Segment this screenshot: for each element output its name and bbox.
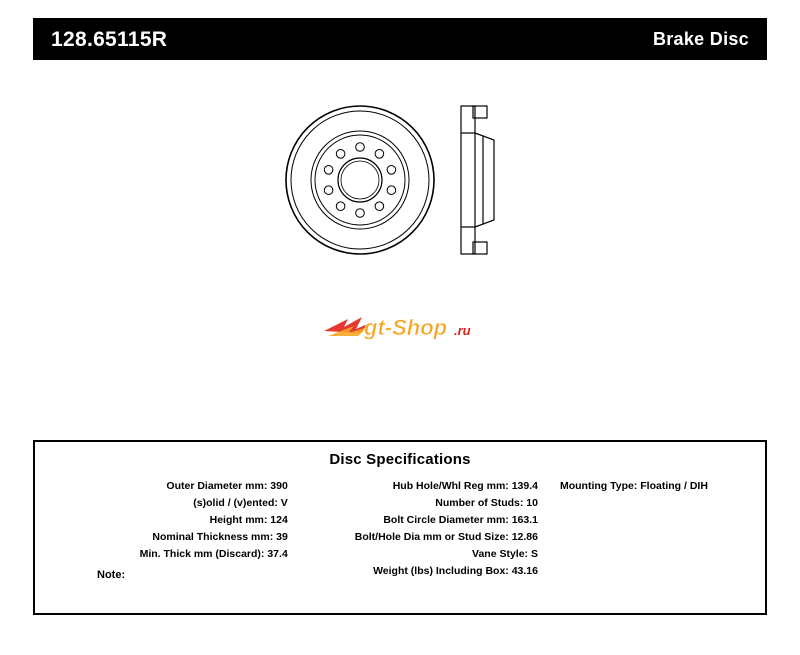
spec-row: Vane Style: S bbox=[472, 548, 538, 560]
watermark-text bbox=[363, 315, 471, 340]
spec-row: Bolt/Hole Dia mm or Stud Size: 12.86 bbox=[354, 531, 538, 543]
technical-drawing bbox=[270, 95, 550, 275]
spec-column-middle bbox=[298, 478, 546, 580]
product-type: Brake Disc bbox=[652, 29, 749, 49]
spec-row: Nominal Thickness mm: 39 bbox=[152, 531, 288, 543]
header-bar bbox=[33, 18, 767, 60]
spec-panel-title: Disc Specifications bbox=[329, 451, 471, 468]
svg-text:gt-Shop: gt-Shop bbox=[364, 315, 448, 340]
brake-disc-front-view bbox=[286, 106, 434, 254]
spec-row: Outer Diameter mm: 390 bbox=[166, 480, 288, 492]
spec-row: (s)olid / (v)ented: V bbox=[193, 497, 288, 509]
spec-row: Mounting Type: Floating / DIH bbox=[559, 480, 708, 492]
brake-disc-side-view bbox=[461, 106, 494, 254]
watermark-svg bbox=[318, 305, 488, 349]
spec-column-left bbox=[35, 478, 298, 580]
svg-text:.ru: .ru bbox=[454, 323, 471, 338]
spec-row: Weight (lbs) Including Box: 43.16 bbox=[373, 565, 538, 577]
note-label: Note: bbox=[97, 569, 126, 581]
spec-row: Number of Studs: 10 bbox=[435, 497, 538, 509]
spec-columns bbox=[35, 478, 765, 580]
watermark-logo bbox=[318, 305, 488, 349]
disc-specifications-panel bbox=[33, 440, 767, 615]
spec-column-right bbox=[546, 478, 765, 580]
spec-row: Hub Hole/Whl Reg mm: 139.4 bbox=[392, 480, 538, 492]
spec-row: Height mm: 124 bbox=[209, 514, 288, 526]
spec-row: Min. Thick mm (Discard): 37.4 bbox=[139, 548, 288, 560]
drawing-svg bbox=[270, 95, 550, 275]
spec-row: Bolt Circle Diameter mm: 163.1 bbox=[383, 514, 538, 526]
part-number: 128.65115R bbox=[51, 27, 168, 51]
